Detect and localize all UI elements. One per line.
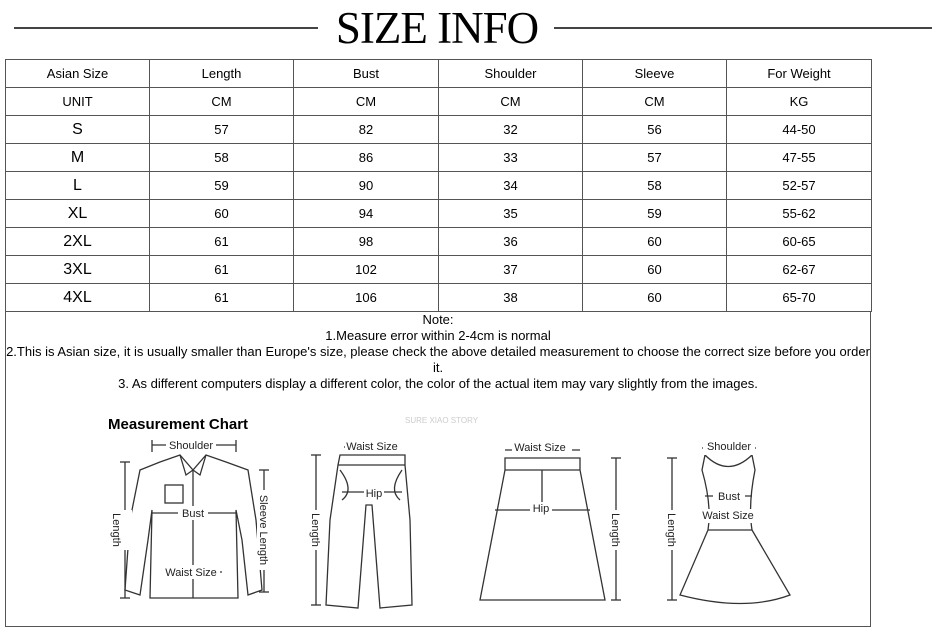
column-header: Asian Size <box>6 60 150 88</box>
value-cell: 52-57 <box>727 172 872 200</box>
value-cell: 90 <box>294 172 439 200</box>
note-heading: Note: <box>422 312 454 327</box>
value-cell: 60 <box>150 200 294 228</box>
value-cell: 58 <box>583 172 727 200</box>
value-cell: 34 <box>439 172 583 200</box>
size-cell: S <box>6 116 150 144</box>
value-cell: 106 <box>294 284 439 312</box>
dress-bust-label: Bust <box>717 491 741 503</box>
value-cell: 60 <box>583 228 727 256</box>
note-line-1: 1.Measure error within 2-4cm is normal <box>325 328 551 343</box>
value-cell: 98 <box>294 228 439 256</box>
shirt-bust-label: Bust <box>181 508 205 520</box>
value-cell: 82 <box>294 116 439 144</box>
size-cell: M <box>6 144 150 172</box>
value-cell: 44-50 <box>727 116 872 144</box>
skirt-diagram <box>480 450 621 600</box>
value-cell: 33 <box>439 144 583 172</box>
shirt-shoulder-label: Shoulder <box>168 440 214 452</box>
value-cell: 59 <box>150 172 294 200</box>
value-cell: 61 <box>150 284 294 312</box>
unit-cell: CM <box>150 88 294 116</box>
column-header: Length <box>150 60 294 88</box>
value-cell: 57 <box>583 144 727 172</box>
column-header: Bust <box>294 60 439 88</box>
size-cell: L <box>6 172 150 200</box>
value-cell: 38 <box>439 284 583 312</box>
value-cell: 60-65 <box>727 228 872 256</box>
pants-hip-label: Hip <box>365 488 383 500</box>
value-cell: 32 <box>439 116 583 144</box>
unit-cell: CM <box>439 88 583 116</box>
column-header: Sleeve <box>583 60 727 88</box>
column-header: Shoulder <box>439 60 583 88</box>
value-cell: 62-67 <box>727 256 872 284</box>
value-cell: 57 <box>150 116 294 144</box>
value-cell: 56 <box>583 116 727 144</box>
value-cell: 102 <box>294 256 439 284</box>
dress-diagram <box>667 448 790 604</box>
dress-waist-label: Waist Size <box>702 510 754 522</box>
skirt-waist-label: Waist Size <box>514 442 566 454</box>
value-cell: 60 <box>583 256 727 284</box>
size-cell: 4XL <box>6 284 150 312</box>
unit-cell: CM <box>583 88 727 116</box>
value-cell: 36 <box>439 228 583 256</box>
pants-length-label: Length <box>309 513 321 547</box>
value-cell: 61 <box>150 256 294 284</box>
page-title: SIZE INFO <box>335 3 539 53</box>
value-cell: 35 <box>439 200 583 228</box>
shirt-waist-label: Waist Size <box>165 567 217 579</box>
size-cell: 2XL <box>6 228 150 256</box>
value-cell: 86 <box>294 144 439 172</box>
value-cell: 55-62 <box>727 200 872 228</box>
pants-waist-label: Waist Size <box>346 441 398 453</box>
dress-shoulder-label: Shoulder <box>706 441 752 453</box>
pants-diagram <box>311 447 412 608</box>
value-cell: 94 <box>294 200 439 228</box>
size-cell: 3XL <box>6 256 150 284</box>
value-cell: 60 <box>583 284 727 312</box>
watermark: SURE XIAO STORY <box>405 416 479 425</box>
size-cell: XL <box>6 200 150 228</box>
skirt-length-label: Length <box>609 513 621 547</box>
measurement-chart-title: Measurement Chart <box>108 416 249 433</box>
value-cell: 65-70 <box>727 284 872 312</box>
skirt-hip-label: Hip <box>532 503 550 515</box>
unit-cell: CM <box>294 88 439 116</box>
column-header: For Weight <box>727 60 872 88</box>
value-cell: 58 <box>150 144 294 172</box>
shirt-sleeve-label: Sleeve Length <box>257 494 269 566</box>
note-line-3: 3. As different computers display a different color, the color of the actual item may vary slightly from the images. <box>118 376 758 391</box>
value-cell: 61 <box>150 228 294 256</box>
unit-cell: KG <box>727 88 872 116</box>
value-cell: 47-55 <box>727 144 872 172</box>
shirt-length-label: Length <box>110 513 122 547</box>
dress-length-label: Length <box>665 513 677 547</box>
note-line-2: 2.This is Asian size, it is usually smaller than Europe's size, please check the above detailed measurement to choose the correct size before you order it. <box>6 344 870 375</box>
value-cell: 37 <box>439 256 583 284</box>
value-cell: 59 <box>583 200 727 228</box>
unit-cell: UNIT <box>6 88 150 116</box>
